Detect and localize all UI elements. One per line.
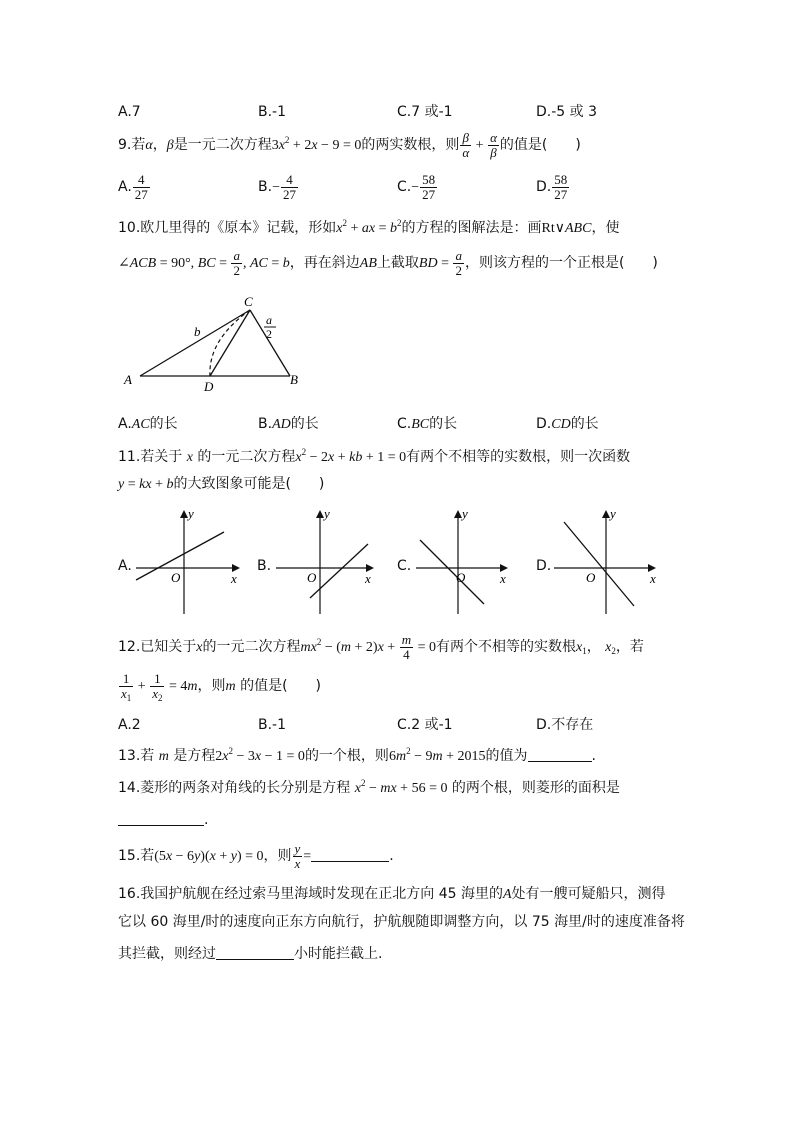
q11-graph-d-label: D.: [536, 558, 552, 574]
q10-stem-line2: ∠ACB = 90°, BC = $\frac{a}{2}$ , AC = b，再在斜边AB上截取BD = $\frac{a}{2}$ ，则该方程的一个正根是( ): [118, 247, 658, 278]
q8-option-b: B.-1: [258, 104, 287, 120]
q16-line1: 16.我国护航舰在经过索马里海域时发现在正北方向 45 海里的A处有一艘可疑船只，测得: [118, 886, 666, 902]
fig-label-d: D: [204, 379, 214, 392]
q9-option-c: C.− $\frac{58}{27}$: [397, 171, 436, 202]
q11-graph-a: [132, 506, 247, 618]
q13-answer-blank: [528, 747, 592, 762]
svg-text:x: x: [500, 571, 506, 586]
q16-answer-blank: [216, 945, 294, 960]
q12-option-a: A.2: [118, 717, 141, 733]
q14-answer-line: .: [118, 810, 208, 830]
q10-option-a: A.AC的长: [118, 416, 178, 432]
svg-text:y: y: [324, 506, 330, 521]
q11-graph-c-label: C.: [397, 558, 412, 574]
svg-text:x: x: [650, 571, 656, 586]
svg-text:y: y: [188, 506, 194, 521]
svg-text:O: O: [456, 570, 466, 585]
q15-answer-blank: [311, 847, 389, 862]
q11-graph-b-label: B.: [257, 558, 272, 574]
q15-stem: 15.若(5x − 6y)(x + y) = 0，则 $\frac{y}{x}$ = .: [118, 840, 394, 871]
q9-stem: 9.若α，β是一元二次方程$3x^2 + 2x - 9 = 0$的两实数根，则 $\frac{\beta}{\alpha}$ + $\frac{\alpha}{\beta}$ 的值是( ): [118, 129, 581, 160]
q12-option-b: B.-1: [258, 717, 287, 733]
q14-stem: 14.菱形的两条对角线的长分别是方程 $x^2$ − mx + 56 = 0 的两个根，则菱形的面积是: [118, 778, 620, 796]
q10-option-d: D.CD的长: [536, 416, 599, 432]
svg-text:x: x: [365, 571, 371, 586]
q12-stem-line1: 12.已知关于x的一元二次方程$mx^2 - (m + 2)x$ + $\frac{m}{4}$ = 0有两个不相等的实数根$x_1$， $x_2$，若: [118, 631, 644, 662]
q13-stem: 13.若 m 是方程$2x^2 - 3x - 1 = 0$的一个根，则$6m^2 - 9m + 2015$的值为 .: [118, 746, 596, 764]
svg-text:y: y: [610, 506, 616, 521]
q16-line2: 它以 60 海里/时的速度向正东方向航行，护航舰随即调整方向，以 75 海里/时的速度准备将: [118, 914, 685, 930]
q16-line3: 其拦截，则经过 小时能拦截上.: [118, 946, 383, 962]
q11-stem-line1: 11.若关于 x 的一元二次方程$x^2 - 2x$ + kb + 1 = 0有两个不相等的实数根，则一次函数: [118, 447, 631, 465]
q11-stem-line2: y = kx + b的大致图象可能是( ): [118, 476, 325, 492]
q9-option-d: D. $\frac{58}{27}$: [536, 171, 568, 202]
q10-option-c: C.BC的长: [397, 416, 458, 432]
q11-graph-c: [412, 506, 522, 618]
q12-option-c: C.2 或-1: [397, 717, 453, 733]
fig-label-c: C: [244, 294, 253, 309]
q9-option-b: B.− $\frac{4}{27}$: [258, 171, 296, 202]
q10-stem-line1: 10.欧几里得的《原本》记载，形如$x^2$ + ax = $b^2$的方程的图解法是：画Rt∨ABC，使: [118, 218, 620, 236]
q8-option-d: D.-5 或 3: [536, 104, 597, 120]
svg-text:O: O: [171, 570, 181, 585]
q12-option-d: D.不存在: [536, 717, 594, 733]
q11-graph-d: [550, 506, 665, 618]
q8-option-a: A.7: [118, 104, 141, 120]
q14-answer-blank: [118, 811, 204, 826]
svg-text:O: O: [586, 570, 596, 585]
q11-graph-a-label: A.: [118, 558, 132, 574]
fig-side-b: b: [194, 324, 201, 339]
q12-stem-line2: $\frac{1}{x_1}$ + $\frac{1}{x_2}$ = 4m，则m 的值是( ): [121, 670, 322, 703]
q11-graph-b: [272, 506, 382, 618]
q9-option-a: A. $\frac{4}{27}$: [118, 171, 148, 202]
svg-text:O: O: [307, 570, 317, 585]
svg-text:y: y: [462, 506, 468, 521]
fig-side-a-num: a: [266, 313, 272, 327]
fig-label-a: A: [124, 372, 132, 387]
fig-label-b: B: [290, 372, 298, 387]
q8-option-c: C.7 或-1: [397, 104, 453, 120]
q10-triangle-figure: [118, 292, 318, 392]
fig-side-a-den: 2: [266, 327, 272, 341]
q10-option-b: B.AD的长: [258, 416, 319, 432]
svg-text:x: x: [231, 571, 237, 586]
